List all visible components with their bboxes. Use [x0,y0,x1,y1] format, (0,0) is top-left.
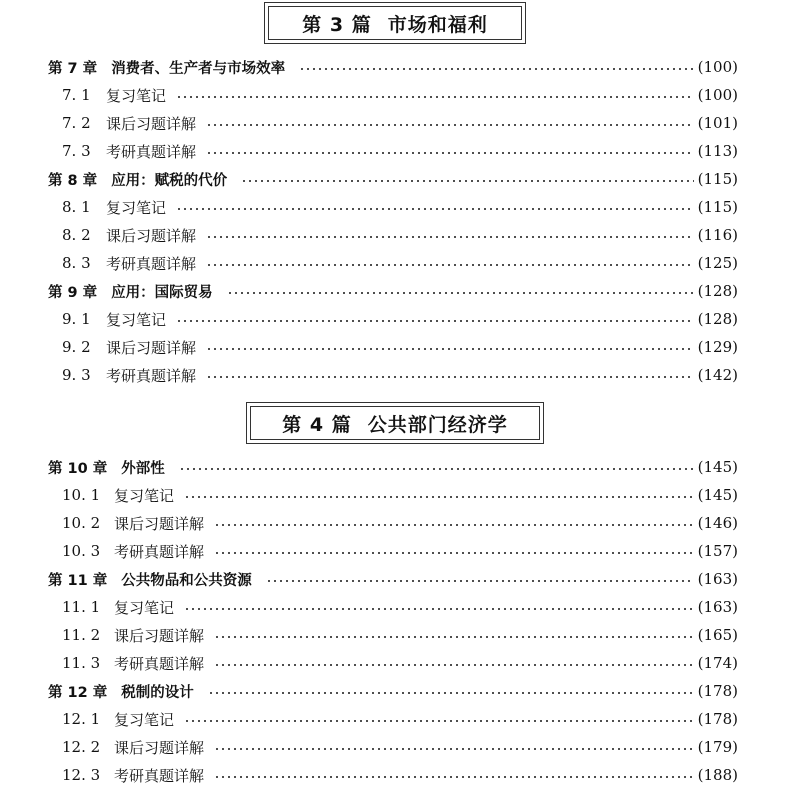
dot-leader [184,608,694,610]
toc-chapter-11[interactable] [48,565,738,593]
section-title: 课后习题详解 [106,114,197,133]
toc-section-7-2[interactable] [48,109,738,137]
page-number: (146) [697,514,738,532]
section-title: 课后习题详解 [114,738,205,757]
section-title: 考研真题详解 [106,366,197,385]
page-number: (101) [697,114,738,132]
dot-leader [214,748,694,750]
page-number: (100) [697,86,738,104]
section-number: 11. 1 [62,598,101,616]
section-number: 9. 3 [62,366,91,384]
section-number: 12. 2 [62,738,101,756]
toc-section-12-1[interactable] [48,705,738,733]
page-number: (142) [697,366,738,384]
dot-leader [179,468,694,470]
section-number: 8. 3 [62,254,91,272]
dot-leader [208,692,694,694]
section-title: 复习笔记 [106,86,167,105]
part-title: 市场和福利 [387,13,488,36]
section-number: 7. 3 [62,142,91,160]
toc-section-8-3[interactable] [48,249,738,277]
section-number: 7. 1 [62,86,91,104]
page-number: (188) [697,766,738,784]
dot-leader [206,264,694,266]
page-number: (115) [697,170,738,188]
toc-section-7-3[interactable] [48,137,738,165]
dot-leader [214,664,694,666]
section-title: 复习笔记 [114,486,175,505]
toc-section-9-1[interactable] [48,305,738,333]
dot-leader [266,580,694,582]
section-title: 考研真题详解 [114,766,205,785]
dot-leader [214,524,694,526]
section-number: 8. 2 [62,226,91,244]
toc-chapter-10[interactable] [48,453,738,481]
chapter-number: 第 12 章 [48,684,108,701]
section-title: 课后习题详解 [106,226,197,245]
toc-chapter-8[interactable] [48,165,738,193]
part-title: 公共部门经济学 [367,413,508,436]
section-title: 课后习题详解 [114,514,205,533]
section-title: 复习笔记 [106,310,167,329]
page-number: (128) [697,310,738,328]
page-number: (178) [697,710,738,728]
section-number: 12. 3 [62,766,101,784]
dot-leader [206,348,694,350]
dot-leader [184,496,694,498]
page-number: (113) [697,142,738,160]
toc-chapter-9[interactable] [48,277,738,305]
section-title: 考研真题详解 [106,254,197,273]
page-number: (116) [697,226,738,244]
section-number: 10. 1 [62,486,101,504]
chapter-title: 税制的设计 [121,684,194,701]
dot-leader [214,636,694,638]
chapter-number: 第 10 章 [48,460,108,477]
dot-leader [206,236,694,238]
toc-section-10-1[interactable] [48,481,738,509]
toc-section-9-3[interactable] [48,361,738,389]
section-title: 考研真题详解 [114,654,205,673]
page-number: (128) [697,282,738,300]
part-label: 第 3 篇 [302,13,372,36]
dot-leader [206,376,694,378]
chapter-title: 应用：国际贸易 [111,284,213,301]
chapter-number: 第 9 章 [48,284,98,301]
part-4-entries [48,453,738,789]
chapter-title: 外部性 [121,460,165,477]
toc-section-9-2[interactable] [48,333,738,361]
chapter-number: 第 7 章 [48,60,98,77]
toc-section-11-1[interactable] [48,593,738,621]
page-number: (179) [697,738,738,756]
chapter-number: 第 8 章 [48,172,98,189]
section-number: 7. 2 [62,114,91,132]
dot-leader [184,720,694,722]
dot-leader [206,124,694,126]
page-number: (100) [697,58,738,76]
section-number: 9. 1 [62,310,91,328]
dot-leader [206,152,694,154]
section-number: 8. 1 [62,198,91,216]
section-number: 10. 2 [62,514,101,532]
section-title: 复习笔记 [114,710,175,729]
section-title: 课后习题详解 [106,338,197,357]
section-title: 课后习题详解 [114,626,205,645]
dot-leader [214,552,694,554]
dot-leader [176,208,694,210]
dot-leader [176,96,694,98]
section-number: 10. 3 [62,542,101,560]
page-number: (165) [697,626,738,644]
page-number: (157) [697,542,738,560]
dot-leader [214,776,694,778]
section-number: 11. 3 [62,654,101,672]
toc-section-12-2[interactable] [48,733,738,761]
page-number: (174) [697,654,738,672]
dot-leader [227,292,694,294]
toc-chapter-7[interactable] [48,53,738,81]
toc-section-8-2[interactable] [48,221,738,249]
toc-section-8-1[interactable] [48,193,738,221]
page-number: (115) [697,198,738,216]
page-number: (125) [697,254,738,272]
section-title: 复习笔记 [114,598,175,617]
toc-section-11-2[interactable] [48,621,738,649]
section-title: 考研真题详解 [114,542,205,561]
part-3-entries [48,53,738,389]
toc-section-10-3[interactable] [48,537,738,565]
section-title: 考研真题详解 [106,142,197,161]
chapter-title: 消费者、生产者与市场效率 [111,60,286,77]
chapter-title: 应用：赋税的代价 [111,172,228,189]
toc-section-11-3[interactable] [48,649,738,677]
dot-leader [176,320,694,322]
page-number: (145) [697,458,738,476]
dot-leader [241,180,693,182]
section-number: 11. 2 [62,626,101,644]
part-header-4 [250,406,540,440]
chapter-number: 第 11 章 [48,572,108,589]
page-number: (178) [697,682,738,700]
page-number: (129) [697,338,738,356]
toc-section-7-1[interactable] [48,81,738,109]
part-label: 第 4 篇 [282,413,352,436]
section-number: 12. 1 [62,710,101,728]
page-number: (163) [697,570,738,588]
section-title: 复习笔记 [106,198,167,217]
section-number: 9. 2 [62,338,91,356]
chapter-title: 公共物品和公共资源 [121,572,252,589]
toc-section-12-3[interactable] [48,761,738,789]
part-header-3 [268,6,522,40]
toc-chapter-12[interactable] [48,677,738,705]
dot-leader [299,68,693,70]
page-number: (145) [697,486,738,504]
page-number: (163) [697,598,738,616]
toc-section-10-2[interactable] [48,509,738,537]
